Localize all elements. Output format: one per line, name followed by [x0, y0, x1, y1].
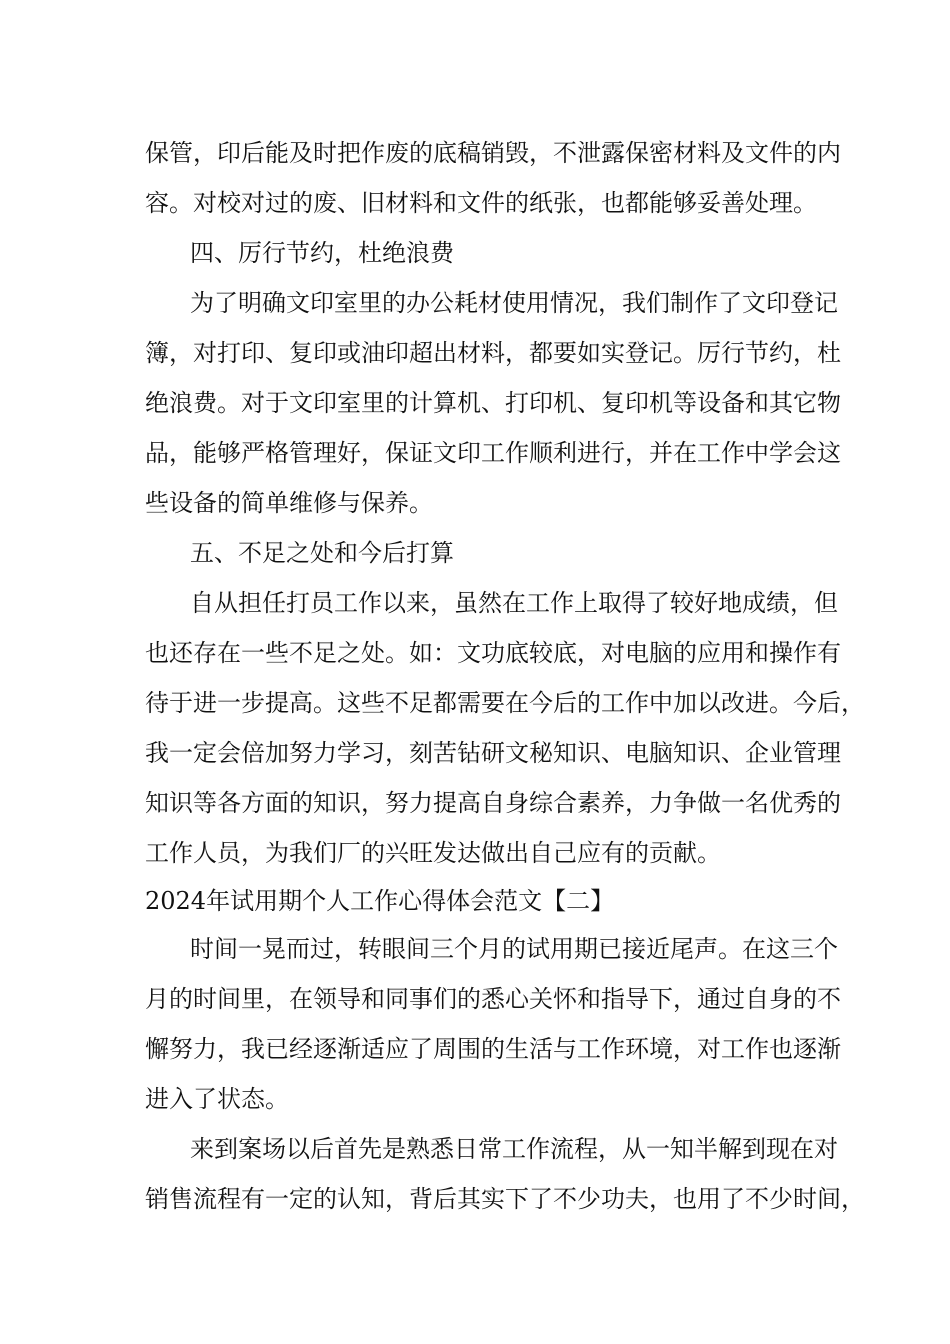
text-line: 月的时间里，在领导和同事们的悉心关怀和指导下，通过自身的不 [145, 985, 841, 1013]
section-heading: 四、厉行节约，杜绝浪费 [190, 239, 454, 267]
text-line: 保管，印后能及时把作废的底稿销毁，不泄露保密材料及文件的内 [145, 139, 841, 167]
text-line: 容。对校对过的废、旧材料和文件的纸张，也都能够妥善处理。 [145, 189, 817, 217]
text-line: 为了明确文印室里的办公耗材使用情况，我们制作了文印登记 [190, 289, 838, 317]
text-line: 自从担任打员工作以来，虽然在工作上取得了较好地成绩，但 [190, 589, 838, 617]
text-line: 品，能够严格管理好，保证文印工作顺利进行，并在工作中学会这 [145, 439, 841, 467]
text-line: 进入了状态。 [145, 1085, 289, 1113]
text-line: 我一定会倍加努力学习，刻苦钻研文秘知识、电脑知识、企业管理 [145, 739, 841, 767]
text-line: 销售流程有一定的认知，背后其实下了不少功夫，也用了不少时间， [145, 1185, 865, 1213]
text-line: 懈努力，我已经逐渐适应了周围的生活与工作环境，对工作也逐渐 [145, 1035, 841, 1063]
text-line: 簿，对打印、复印或油印超出材料，都要如实登记。厉行节约，杜 [145, 339, 841, 367]
text-line: 绝浪费。对于文印室里的计算机、打印机、复印机等设备和其它物 [145, 389, 841, 417]
text-line: 待于进一步提高。这些不足都需要在今后的工作中加以改进。今后， [145, 689, 865, 717]
article-title: 2024年试用期个人工作心得体会范文【二】 [145, 887, 615, 915]
text-line: 来到案场以后首先是熟悉日常工作流程，从一知半解到现在对 [190, 1135, 838, 1163]
text-line: 些设备的简单维修与保养。 [145, 489, 433, 517]
text-line: 知识等各方面的知识，努力提高自身综合素养，力争做一名优秀的 [145, 789, 841, 817]
text-line: 时间一晃而过，转眼间三个月的试用期已接近尾声。在这三个 [190, 935, 838, 963]
section-heading: 五、不足之处和今后打算 [190, 539, 454, 567]
text-line: 也还存在一些不足之处。如：文功底较底，对电脑的应用和操作有 [145, 639, 841, 667]
text-line: 工作人员，为我们厂的兴旺发达做出自己应有的贡献。 [145, 839, 721, 867]
